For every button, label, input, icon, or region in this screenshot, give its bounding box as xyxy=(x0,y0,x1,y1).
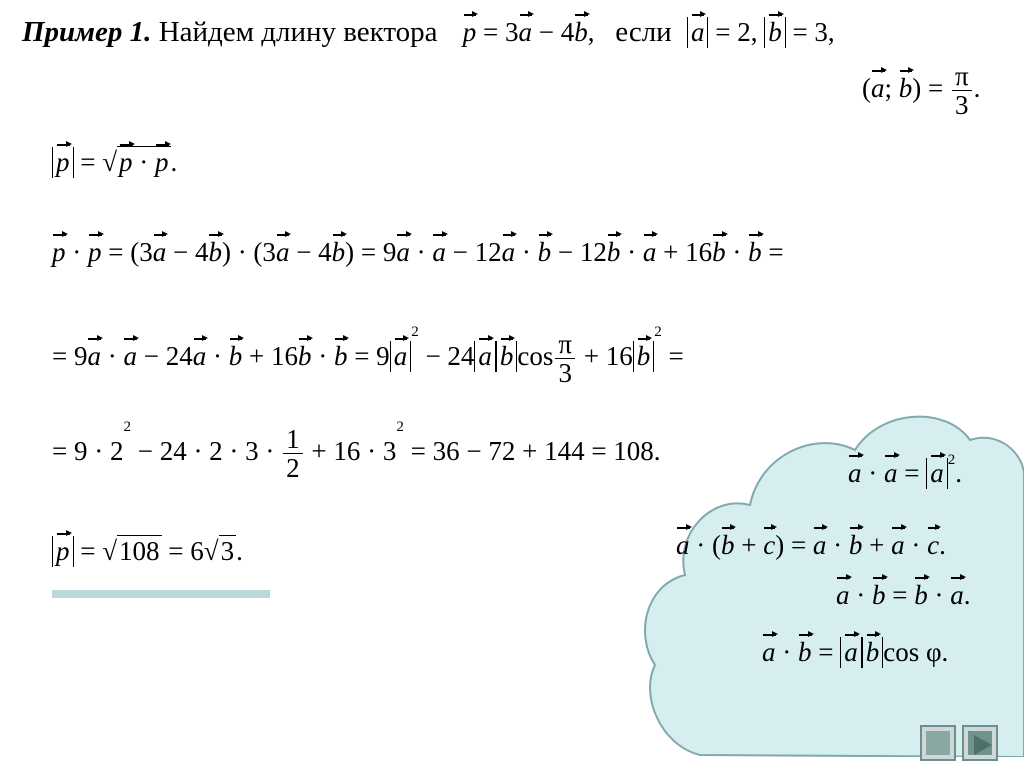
next-slide-button[interactable] xyxy=(962,725,998,761)
final-result: p = √108 = 6√3. xyxy=(52,535,243,567)
scalar-square-expansion: p · p = (3a − 4b) · (3a − 4b) = 9a · a − 12a · b − 12b · a + 16b · b = xyxy=(52,237,784,267)
angle-condition: (a; b) = $\frac{\pi}{3}$ . xyxy=(862,61,981,121)
property-commutative: a · b = b · a. xyxy=(836,580,971,610)
property-scalar-square: a · a = a $^2$. xyxy=(848,452,962,488)
numeric-evaluation: = $9 \cdot 2^2 - 24 \cdot 2 \cdot 3$ · $\frac{1}{2}$ + $16 \cdot 3^2 = 36 - 72 + 144 = 108$. xyxy=(52,419,661,484)
result-underline xyxy=(52,590,270,598)
play-icon xyxy=(968,731,996,759)
vector-definition: p = 3a − 4b, xyxy=(462,17,602,47)
condition-word: если xyxy=(615,16,672,48)
title-text: Найдем длину вектора xyxy=(158,16,438,48)
simplified-expression: = 9a · a − 24a · b + 16b · b = 9 $a^2 - 24$ a b cos $\frac{\pi}{3}$ + 16 $b^2$ = xyxy=(52,324,684,389)
properties-cloud xyxy=(640,385,1024,757)
property-distributive: a · (b + c) = a · b + a · c. xyxy=(676,530,946,560)
property-cosine-formula: a · b = a b cos φ. xyxy=(762,637,949,667)
length-formula: p = √p · p. xyxy=(52,146,177,178)
prev-slide-button[interactable] xyxy=(920,725,956,761)
title-line xyxy=(22,16,835,49)
example-label: Пример 1. xyxy=(22,16,152,48)
given-lengths: a = 2, b = 3, xyxy=(687,17,835,47)
